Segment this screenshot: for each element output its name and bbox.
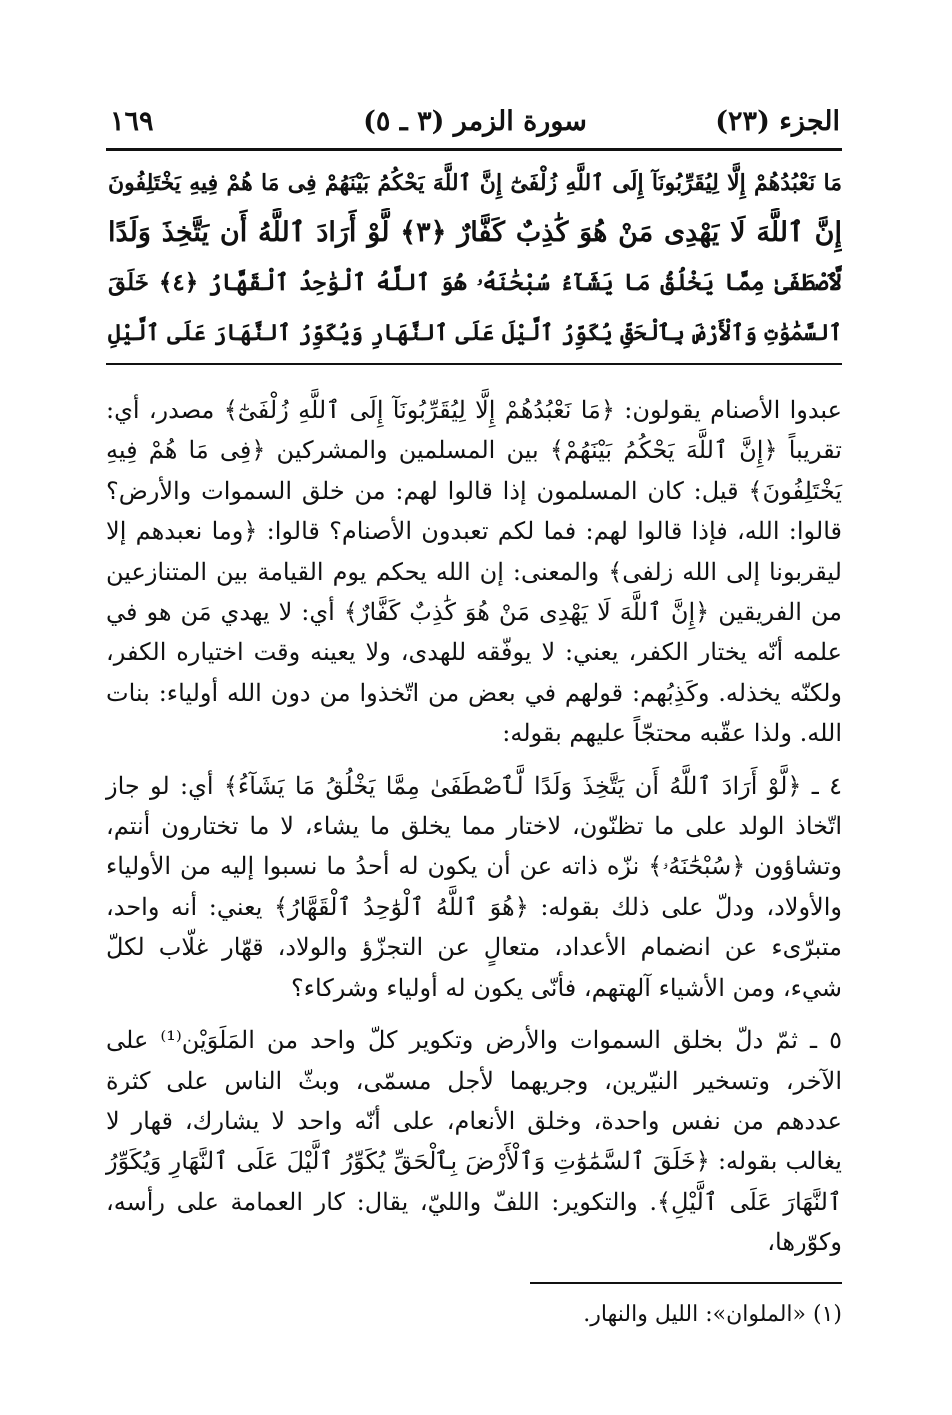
quran-verses xyxy=(108,158,842,358)
surah-title: سورة الزمر (٣ ـ ٥) xyxy=(363,106,587,137)
commentary-paragraph xyxy=(106,390,842,754)
verses-divider xyxy=(106,363,842,365)
quran-line: لَّٱصْطَفَىٰ مِمَّا يَخْلُقُ مَا يَشَآءُ سُبْحَٰنَهُۥ هُوَ ٱللَّهُ ٱلْوَٰحِدُ ٱلْقَهَّارُ ﴿٤﴾ خَلَقَ xyxy=(108,269,842,296)
paragraph-text: عبدوا الأصنام يقولون: ﴿مَا نَعْبُدُهُمْ إِلَّا لِيُقَرِّبُونَآ إِلَى ٱللَّهِ زُلْفَىٰٓ﴾ مصدر، أي: تقريباً ﴿إِنَّ ٱللَّهَ يَحْكُمُ بَيْنَهُمْ﴾ بين المسلمين والمشركين ﴿فِى مَا هُمْ فِيهِ يَخْتَلِفُونَ﴾ قيل: كان المسلمون إذا قالوا لهم: من خلق السموات والأرض؟ قالوا: الله، فإذا قالوا لهم: فما لكم تعبدون الأصنام؟ قالوا: ﴿وما نعبدهم إلا ليقربونا إلى الله زلفى﴾ والمعنى: إن الله يحكم يوم القيامة بين المتنازعين من الفريقين ﴿إِنَّ ٱللَّهَ لَا يَهْدِى مَنْ هُوَ كَٰذِبٌ كَفَّارٌ﴾ أي: لا يهدي مَن هو في علمه أنّه يختار الكفر، يعني: لا يوفّقه للهدى، ولا يعينه وقت اختياره الكفر، ولكنّه يخذله. وكَذِبُهم: قولهم في بعض من اتّخذوا من دون الله أولياء: بنات الله. ولذا عقّبه محتجّاً عليهم بقوله: xyxy=(106,396,842,748)
page-number: ١٦٩ xyxy=(110,106,154,137)
quran-line: مَا نَعْبُدُهُمْ إِلَّا لِيُقَرِّبُونَآ إِلَى ٱللَّهِ زُلْفَىٰٓ إِنَّ ٱللَّهَ يَحْكُمُ بَيْنَهُمْ فِى مَا هُمْ فِيهِ يَخْتَلِفُونَ xyxy=(108,170,842,196)
page-header xyxy=(110,100,840,144)
paragraph-text: ٤ ـ ﴿لَّوْ أَرَادَ ٱللَّهُ أَن يَتَّخِذَ وَلَدًا لَّٱصْطَفَىٰ مِمَّا يَخْلُقُ مَا يَشَآءُ﴾ أي: لو جاز اتّخاذ الولد على ما تظنّون، لاختار مما يخلق ما يشاء، لا ما تختارون أنتم، وتشاؤون ﴿سُبْحَٰنَهُۥ﴾ نزّه ذاته عن أن يكون له أحدُ ما نسبوا إليه من الأولياء والأولاد، ودلّ على ذلك بقوله: ﴿هُوَ ٱللَّهُ ٱلْوَٰحِدُ ٱلْقَهَّارُ﴾ يعني: أنه واحد، متبرّىء عن انضمام الأعداد، متعالٍ عن التجزّؤ والولاد، قهّار غلّاب لكلّ شيء، ومن الأشياء آلهتهم، فأنّى يكون له أولياء وشركاء؟ xyxy=(106,771,842,1002)
paragraph-text: ٥ ـ ثمّ دلّ بخلق السموات والأرض وتكوير كلّ واحد من المَلَوَيْن⁽¹⁾ على الآخر، وتسخير النيّرين، وجريهما لأجل مسمّى، وبثّ الناس على كثرة عددهم من نفس واحدة، وخلق الأنعام، على أنّه واحد لا يشارك، قهار لا يغالب بقوله: ﴿خَلَقَ ٱلسَّمَٰوَٰتِ وَٱلْأَرْضَ بِٱلْحَقِّ يُكَوِّرُ ٱلَّيْلَ عَلَى ٱلنَّهَارِ وَيُكَوِّرُ ٱلنَّهَارَ عَلَى ٱلَّيْلِ﴾. والتكوير: اللفّ والليّ، يقال: كار العمامة على رأسه، وكوّرها، xyxy=(106,1026,843,1257)
commentary-paragraph xyxy=(106,766,842,1008)
quran-line: إِنَّ ٱللَّهَ لَا يَهْدِى مَنْ هُوَ كَٰذِبٌ كَفَّارٌ ﴿٣﴾ لَّوْ أَرَادَ ٱللَّهُ أَن يَتَّخِذَ وَلَدًا xyxy=(108,217,842,248)
header-divider xyxy=(106,148,842,151)
footnote: (١) «الملوان»: الليل والنهار. xyxy=(583,1302,842,1327)
commentary-paragraph xyxy=(106,1020,842,1262)
juz-label: الجزء (٢٣) xyxy=(715,106,840,137)
footnote-divider xyxy=(530,1282,842,1284)
commentary-text xyxy=(106,390,842,1275)
quran-line: ٱلسَّمَٰوَٰتِ وَٱلْأَرْضَ بِٱلْحَقِّ يُكَوِّرُ ٱلَّيْلَ عَلَى ٱلنَّهَارِ وَيُكَوِّرُ ٱلنَّهَارَ عَلَى ٱلَّيْلِ xyxy=(108,320,842,346)
